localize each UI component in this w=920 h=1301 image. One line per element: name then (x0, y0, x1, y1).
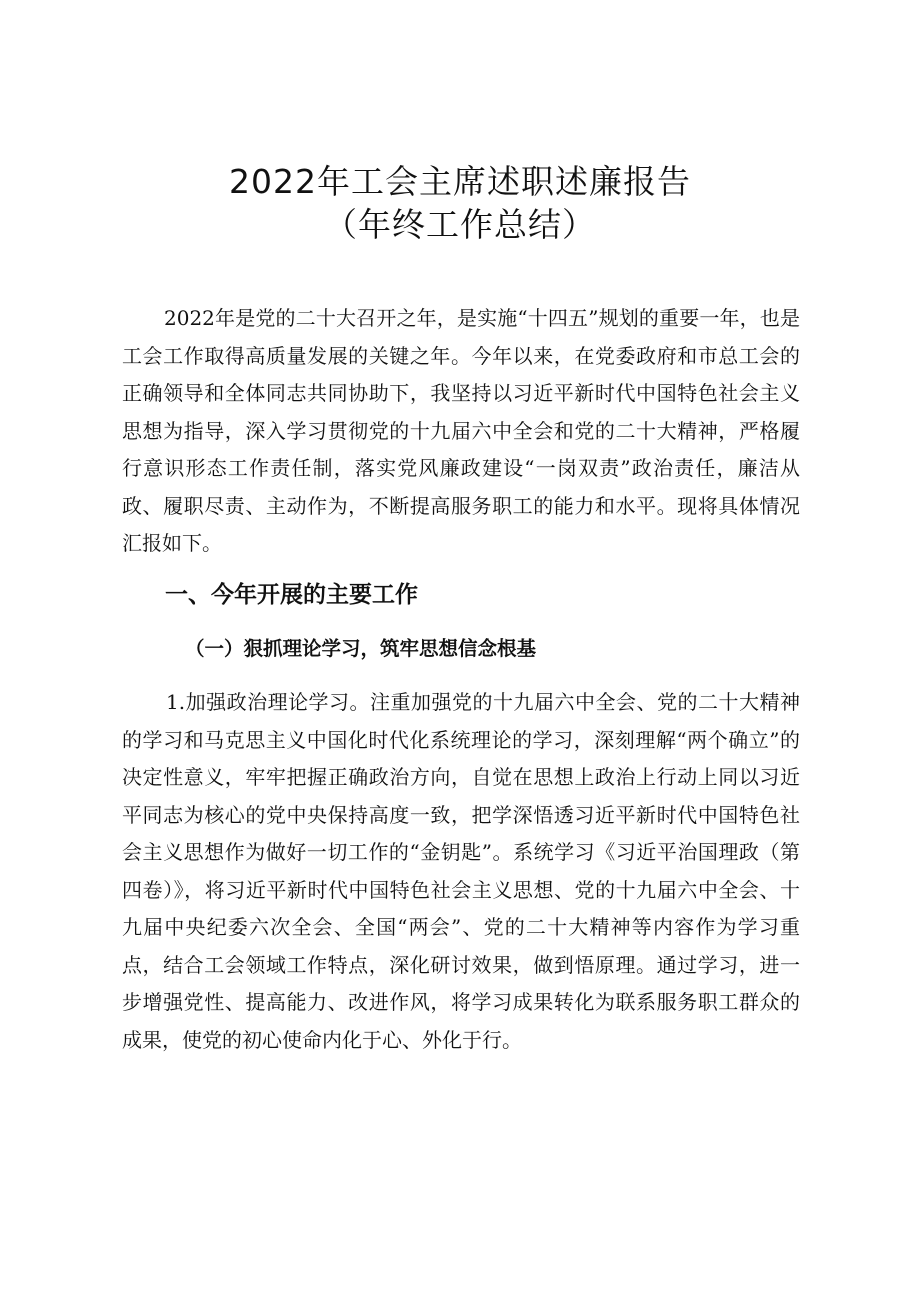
document-subtitle: （年终工作总结） (324, 205, 596, 244)
section-heading-main-work: 一、今年开展的主要工作 (165, 582, 418, 608)
document-title: 2022年工会主席述职述廉报告 (229, 162, 691, 201)
item-paragraph-political-theory: 1.加强政治理论学习。注重加强党的十九届六中全会、党的二十大精神的学习和马克思主义中国化时代化系统理论的学习，深刻理解“两个确立”的决定性意义，牢牢把握正确政治方向，自觉在思想上政治上行动上同以习近平同志为核心的党中央保持高度一致，把学深悟透习近平新时代中国特色社会主义思想作为做好一切工作的“金钥匙”。系统学习《习近平治国理政（第四卷）》，将习近平新时代中国特色社会主义思想、党的十九届六中全会、十九届中央纪委六次全会、全国“两会”、党的二十大精神等内容作为学习重点，结合工会领域工作特点，深化研讨效果，做到悟原理。通过学习，进一步增强党性、提高能力、改进作风，将学习成果转化为联系服务职工群众的成果，使党的初心使命内化于心、外化于行。 (122, 690, 800, 1052)
intro-paragraph: 2022年是党的二十大召开之年，是实施“十四五”规划的重要一年，也是工会工作取得高质量发展的关键之年。今年以来，在党委政府和市总工会的正确领导和全体同志共同协助下，我坚持以习近平新时代中国特色社会主义思想为指导，深入学习贯彻党的十九届六中全会和党的二十大精神，严格履行意识形态工作责任制，落实党风廉政建设“一岗双责”政治责任，廉洁从政、履职尽责、主动作为，不断提高服务职工的能力和水平。现将具体情况汇报如下。 (122, 306, 800, 555)
subsection-heading-theory-study: （一）狠抓理论学习，筑牢思想信念根基 (185, 637, 537, 660)
